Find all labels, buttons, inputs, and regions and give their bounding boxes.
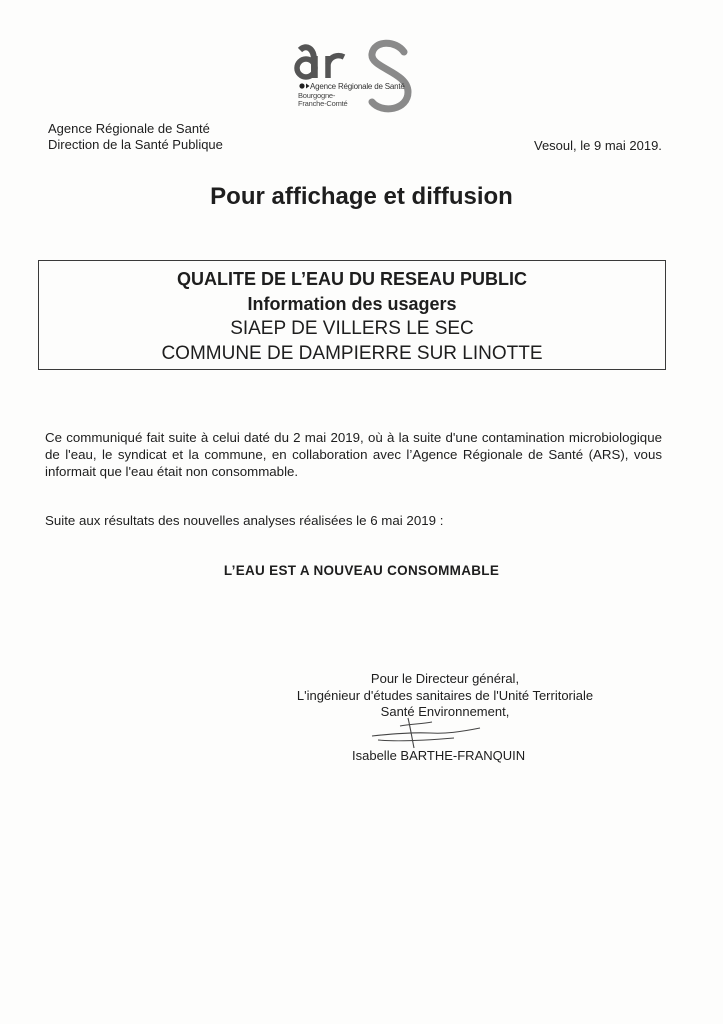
signature-block	[250, 671, 640, 721]
title-line-user-info: Information des usagers	[247, 294, 457, 314]
sender-direction: Direction de la Santé Publique	[48, 137, 223, 152]
signer-name: Isabelle BARTHE-FRANQUIN	[352, 748, 526, 763]
ars-logo	[292, 30, 432, 120]
logo-tagline: Agence Régionale de Santé	[310, 82, 405, 91]
title-line-siaep: SIAEP DE VILLERS LE SEC	[230, 318, 474, 339]
body-paragraph-context: Ce communiqué fait suite à celui daté du 2 mai 2019, où à la suite d'une contamination microbiologique de l'eau, le syndicat et la commune, en collaboration avec l’Agence Régionale de Santé (ARS), vous informait que l'eau était non consommable.	[45, 430, 662, 479]
sender-block	[48, 121, 223, 153]
announcement: L’EAU EST A NOUVEAU CONSOMMABLE	[223, 563, 500, 578]
signature-line-engineer: L'ingénieur d'études sanitaires de l'Unité Territoriale	[296, 687, 594, 703]
handwritten-signature	[370, 716, 490, 750]
body-paragraph-results: Suite aux résultats des nouvelles analyses réalisées le 6 mai 2019 :	[45, 513, 444, 528]
signature-line-director: Pour le Directeur général,	[370, 671, 520, 686]
sender-agency: Agence Régionale de Santé	[48, 121, 210, 136]
document-date: Vesoul, le 9 mai 2019.	[534, 138, 662, 153]
signature-line-unit: Santé Environnement,	[380, 704, 510, 719]
logo-region: Bourgogne-Franche-Comté	[298, 91, 348, 108]
title-box	[38, 260, 666, 370]
title-line-water-quality: QUALITE DE L’EAU DU RESEAU PUBLIC	[176, 269, 528, 289]
page-headline: Pour affichage et diffusion	[210, 183, 513, 210]
title-line-commune: COMMUNE DE DAMPIERRE SUR LINOTTE	[161, 343, 543, 364]
